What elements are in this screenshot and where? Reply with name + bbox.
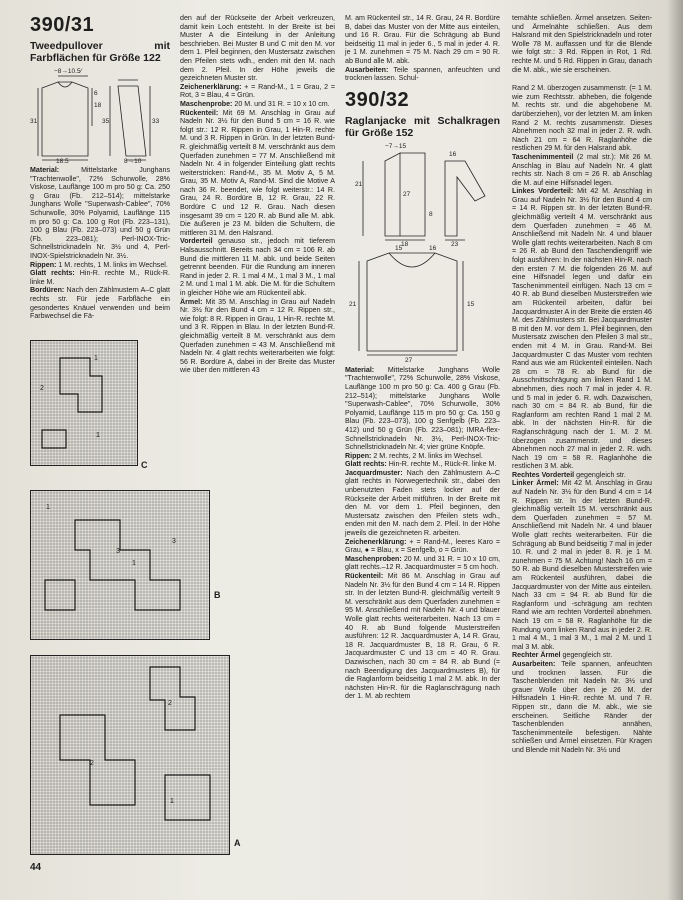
page-number: 44 — [30, 862, 42, 873]
jacket-label-sleeve-top: 15 — [395, 244, 403, 252]
col3-top-0: M. am Rückenteil str., 14 R. Grau, 24 R. Bordüre B, dabei das Muster von der Mitte aus einteilen, und 16 R. Grau. Für die Schrägung ab Bund beidseitig 11 mal in jeder 6., 5 mal in jeder 4. R. je 1 M. zunehmen = 75 M. Nach 29 cm = 90 R. ab Bund alle M. abk. — [345, 14, 500, 65]
col3-top-1: Ausarbeiten: Teile spannen, anfeuchten und trocknen lassen. Schul- — [345, 65, 500, 83]
col4-para-0: temähte schließen. Ärmel ansetzen. Seiten- und Ärmelnähte schließen. Aus dem Halsrand mit den Spielstricknadeln und roter Wolle 78 M. auffassen und für die Blende wie folgt str.: 3 Rd. Rippen in Rot, 1 Rd. rechte M. und 5 Rd. Rippen in Grau, danach die M. abk., wie sie erscheinen. — [512, 14, 652, 74]
page-fold-shadow — [667, 0, 683, 900]
schematic-label-sleeve-bottom: 8→10 — [124, 158, 142, 165]
schematic-label-height: 31 — [30, 118, 38, 125]
col3-para-6: Rückenteil: Mit 86 M. Anschlag in Grau auf Nadeln Nr. 3½ für den Bund 4 cm = 14 R. Rippen str. In der letzten Bund-R. gleichmäßig verteilt 9 M. verschränkt aus dem Querfaden zunehmen = 95 M. Anschließend mit Nadeln Nr. 4 und blauer Wolle glatt rechts weiterarbeiten. Nach 13 cm = 40 R. ab Bund folgende Musterstreifen ausführen: 12 R. Jacquardmuster A, 14 R. Grau, 18 R. Jacquardmuster B, 18 R. Grau, 6 R. Jacquardmuster C und 13 cm = 40 R. Grau. Dazwischen, nach 30 cm = 84 R. ab Bund (= nach Beendigung des Jacquardmusters B), für die Raglanform beidseitig 1 mal 2 M. abk. In der nächsten Hin-R. für die Raglanschrägung nach der 1. M. ab rechtem — [345, 572, 500, 701]
col4-para-6: Rechter Ärmel gegengleich str. — [512, 651, 613, 660]
material-text — [30, 166, 170, 321]
chart-a-digit-3: 1 — [170, 798, 174, 805]
chart-c-grid — [30, 340, 138, 466]
col3-para-5: Maschenproben: 20 M. und 31 R. = 10 x 10 cm, glatt rechts.–12 R. Jacquardmuster = 5 cm hoch. — [345, 554, 500, 572]
article-title: Tweedpullover mit Farbflächen für Größe 122 — [30, 40, 170, 64]
col4-para-7: Ausarbeiten: Teile spannen, anfeuchten und trocknen lassen. Für die Taschenblenden mit Nadeln Nr. 3½ und grauer Wolle über den je 26 M. der Hilfsnadeln 1 Hin-R. rechte M. und 7 R. Rippen str., dann die M. abk., wie sie erscheinen. Seitliche Ränder der Taschenblenden annähen, Taschenimmenteile befestigen. Nähte schließen und Ärmel einsetzen. Für Kragen und Blende mit Nadeln Nr. 3½ und — [512, 659, 652, 754]
chart-c-digit-1: 1 — [94, 355, 98, 362]
jacket-label-top-right: 16 — [449, 150, 457, 158]
pullover-schematic-svg — [30, 66, 170, 166]
text-rippen: Rippen: 1 M. rechts, 1 M. links im Wechsel. — [30, 260, 168, 269]
chart-a-label: A — [234, 838, 241, 848]
col4-para-5: Linker Ärmel: Mit 42 M. Anschlag in Grau auf Nadeln Nr. 3½ für den Bund 4 cm = 14 R. Rippen str. In der letzten Bund-R. gleichmäßig verteilt 15 M. verschränkt aus dem Querfaden zunehmen = 57 M. Anschließend mit Nadeln Nr. 4 und blauer Wolle glatt rechts weiterarbeiten. Für die Schrägung ab Bund beidseitig 7 mal in jeder 10. R. und 2 mal in jeder 8. R. je 1 M. zunehmen = 75 M. Achtung! Nach 16 cm = 50 R. ab Bund dieselben Musterstreifen wie am Rückenteil ausführen, dabei die Jacquardmuster von der Mitte aus einteilen. Nach 33 cm = 94 R. ab Bund für die Raglanform und -schrägung am rechten Rand wie am rechten Vorderteil abnehmen. Nach 19 cm = 58 R. Raglanhöhe für die Rundung vom linken Rand aus in jeder 2. R. 1 mal 4 M., 1 mal 3 M., 1 mal 2 M. und 1 mal 3 M. abk. — [512, 479, 652, 651]
jacket-label-height-right: 8 — [429, 210, 433, 218]
col2-para-2: Maschenprobe: 20 M. und 31 R. = 10 x 10 cm. — [180, 99, 330, 108]
column-3 — [345, 14, 500, 701]
col3-para-0: Material: Mittelstarke Junghans Wolle "Trachtenwolle", 72% Schurwolle, 28% Viskose, Lauflänge 100 m pro 50 g: Ca. 400 g Grau (Fb. 212–514); mittelstarke Junghans Wolle "Superwash-Cablee", 70% Schurwolle, 30% Polyamid, Lauflänge 115 m pro 50 g: Ca. 150 g Blau (Fb. 223–073), 100 g Senfgelb (Fb. 223–412) und 50 g Grün (Fb. 223–081); IMRA-flex-Schnellstricknadeln Nr. 3½, Perl-INOX-Tric-Schnellstricknadeln Nr. 4; vier grüne Knöpfe. — [345, 365, 500, 452]
col4-para-3: Linkes Vorderteil: Mit 42 M. Anschlag in Grau auf Nadeln Nr. 3½ für den Bund 4 cm = 14 R. Rippen str. In der letzten Bund-R. gleichmäßig verteilt 4 M. verschränkt aus dem Querfaden zunehmen = 46 M. Anschließend mit Nadeln Nr. 4 und blauer Wolle glatt rechts weiterarbeiten. Nach 8 cm = 26 R. ab Bund den Taschendiengriff wie folgt ausführen: In der nächsten Hin-R. nach den ersten 7 M. die folgenden 26 M. auf eine Hilfsnadel legen und dafür ein Taschenimmenteil einfügen. Nach 13 cm = 40 R. ab Bund dieselben Musterstreifen wie am Rückenteil arbeiten, dafür bei Jacquardmuster A in der Breite die ersten 46 M. des Zählmusters str. Bei Jacquardmuster B mit den M. vor dem 1. Pfeil beginnen, den Mustersatz zwischen den Pfeilen 3 mal str., enden mit 4 M. in Grau. Rand-M. Bei Jacquardmuster C das Muster vom rechten Rand aus wie am Rückenteil einteilen. Nach 28 cm = 78 R. ab Bund für die Ausschnittschrägung am linken Rand 1 M. abnehmen, dies noch 7 mal in jeder 4. R. und 5 mal in jeder 6. R. wdh. Dazwischen, nach 30 cm = 84 R. ab Bund, für die Raglanform am rechten Rand 1 mal 2 M. abk. In der nächsten Hin-R. für die Raglanschrägung nach der 1. M. 2 M. überzogen zusammenstr. und dieses Abnehmen noch 27 mal in jeder 2. R. wdh. Nach 19 cm = 58 R. Raglanhöhe die restlichen 3 M. abk. — [512, 187, 652, 471]
column-1 — [30, 14, 170, 321]
chart-b-digit-2: 1 — [132, 560, 136, 567]
jacket-label-height-left: 21 — [355, 180, 363, 188]
col2-para-5: Ärmel: Mit 35 M. Anschlag in Grau auf Nadeln Nr. 3½ für den Bund 4 cm = 12 R. Rippen str., wie folgt: 8 R. Rippen in Grau, 1 Hin-R. rechte M. und 3 R. Rippen in Blau. In der letzten Bund-R. gleichmäßig verteilt 8 M. verschränkt aus dem Querfaden zunehmen = 43 M. Anschließend mit Nadeln Nr. 4 glatt rechts weiterarbeiten wie folgt: 56 R. Bordüre A, dabei in der Breite das Muster wie über den mittleren 43 — [180, 297, 335, 375]
chart-b-digit-4: 3 — [172, 538, 176, 545]
schematic-label-sleeve: 35 — [102, 118, 110, 125]
col2-para-3: Rückenteil: Mit 69 M. Anschlag in Grau auf Nadeln Nr. 3½ für den Bund 5 cm = 16 R. wie folgt str.: 12 R. Rippen in Grau, 1 Hin-R. rechte M. und 3 R. Rippen in Grün. In der letzten Bund-R. gleichmäßig verteilt 8 M. verschränkt aus dem Querfaden zunehmen = 77 M. Anschließend mit Nadeln Nr. 4 in folgender Einteilung glatt rechts weiterstricken: Rand-M., 35 M. Motiv A, 5 M. Grau, 35 M. Motiv A, Rand-M. Sind die Motive A nach 36 R. beendet, wie folgt weiterstr.: 14 R. Grau, 24 R. Bordüre B, 12 R. Grau, 22 R. Bordüre C und 12 R. Grau. Nach diesen insgesamt 39 cm = 120 R. ab Bund alle M. abk. Die äußeren je 23 M. bilden die Schultern, die mittleren 31 M. den Halsrand. — [180, 108, 335, 237]
schematic-label-sleeve-inner: 33 — [152, 118, 160, 125]
chart-b-label: B — [214, 590, 221, 600]
jacket-label-sleeve-width: 16 — [429, 244, 437, 252]
col2-para-0: den auf der Rückseite der Arbeit verkreuzen, damit kein Loch entsteht. In der Breite ist bei Muster A die Einteilung in der Anleitung beschrieben. Bei Muster B und C mit den M. vor dem 1. Pfeil beginnen, den Mustersatz zwischen den Pfeilen stets wdh., enden mit den M. nach dem 2. Pfeil. In der Höhe jeweils die gezeichneten Muster str. — [180, 14, 335, 83]
jacket-label-top-left: −7→15 — [385, 142, 407, 150]
chart-b-digit-3: 3 — [116, 548, 120, 555]
chart-c — [30, 340, 138, 466]
chart-a — [30, 655, 230, 855]
article-title-2: Raglanjacke mit Schalkragen für Größe 152 — [345, 114, 500, 139]
schematic-label-armhole: 6 — [94, 90, 98, 97]
chart-b-grid — [30, 490, 210, 640]
chart-c-label: C — [141, 460, 148, 470]
chart-c-digit-2: 2 — [40, 385, 44, 392]
chart-c-digit-3: 1 — [96, 432, 100, 439]
jacket-label-sleeve-mid: 27 — [405, 356, 413, 364]
col2-para-1: Zeichenerklärung: + = Rand-M., 1 = Grau, 2 = Rot, 3 = Blau, 4 = Grün. — [180, 82, 335, 100]
jacket-schematic — [345, 141, 500, 366]
jacket-label-sleeve-side: 21 — [349, 300, 357, 308]
col3-para-1: Rippen: 2 M. rechts, 2 M. links im Wechsel. — [345, 451, 483, 460]
column-4 — [512, 14, 652, 754]
col3-para-2: Glatt rechts: Hin-R. rechte M., Rück-R. linke M. — [345, 460, 497, 469]
text-borduren: Bordüren: Nach den Zählmustern A–C glatt rechts str. Für jede Farbfläche ein gesondertes Knäuel verwenden und beim Farbwechsel die Fä- — [30, 286, 170, 321]
col4-para-4: Rechtes Vorderteil gegengleich str. — [512, 470, 626, 479]
jacket-label-bottom-right: 23 — [451, 240, 459, 248]
schematic-label-top: −8→10.5⁄ — [54, 68, 82, 75]
col4-para-2: Taschenimmenteil (2 mal str.): Mit 26 M. Anschlag in Blau auf Nadeln Nr. 4 glatt rechts str. Nach 8 cm = 26 R. ab Anschlag die M. auf eine Hilfsnadel legen. — [512, 152, 652, 187]
chart-a-grid — [30, 655, 230, 855]
schematic-label-mid: 18 — [94, 102, 102, 109]
jacket-label-bottom-left: 18 — [401, 240, 409, 248]
chart-b-digit-1: 1 — [46, 504, 50, 511]
schematic-label-bottom: 18.5 — [56, 158, 69, 165]
col2-para-4: Vorderteil genauso str., jedoch mit tieferem Halsausschnitt. Bereits nach 34 cm = 106 R. ab Bund die mittleren 11 M. abk. und beide Seiten getrennt beenden. Für die Rundung am inneren Rand in jeder 2. R. 1 mal 4 M., 1 mal 3 M., 1 mal 2 M. und 1 mal 1 M. abk. Die M. für die Schultern in gleicher Höhe wie am Rückenteil abk. — [180, 237, 335, 297]
article-number-2: 390/32 — [345, 88, 410, 111]
chart-b — [30, 490, 210, 640]
col4-para-1: Rand 2 M. überzogen zusammenstr. (= 1 M. wie zum Rechtsstr. abheben, die folgende M. rechts str. und die abgehobene M. darüberziehen), vor der letzten M. am linken Rand 2 M. rechts zusammenstr. Dieses Abnehmen noch 32 mal in jeder 2. R. wdh. Nach 21 cm = 64 R. Raglanhöhe die restlichen 29 M. für den Halsrand abk. — [512, 84, 652, 153]
article-number: 390/31 — [30, 14, 95, 36]
column-2 — [180, 14, 335, 375]
text-glatt-rechts: Glatt rechts: Hin-R. rechte M., Rück-R. linke M. — [30, 269, 170, 286]
jacket-label-sleeve-bottom: 15 — [467, 300, 475, 308]
col3-para-3: Jacquardmuster: Nach den Zählmustern A–C glatt rechts in Norwegertechnik str., dabei den unbenutzten Faden stets locker auf der Rückseite der Arbeit mitführen. In der Breite mit den M. vor dem 1. Pfeil beginnen, den Mustersatz zwischen den Pfeilen stets wdh., enden mit den M. nach dem 2. Pfeil. In der Höhe jeweils die gezeichneten R. arbeiten. — [345, 468, 500, 538]
chart-a-digit-2: 2 — [90, 760, 94, 767]
text-material: Material: Mittelstarke Junghans "Trachtenwolle", 72% Schurwolle, 28% Viskose, Lauflänge 100 m pro 50 g: Ca. 250 g Grau (Fb. 212–514); mittelstarke Junghans Wolle "Superwash-Cablee", 70% Schurwolle, 30% Polyamid, Lauflänge 115 m pro 50 g: Ca. 100 g Rot (Fb. 223–131), 100 g Blau (Fb. 223–073) und 50 g Grün (Fb. 223–081); Perl-INOX-Tric-Schnellstricknadeln Nr. 3½ und 4, Perl-INOX-Spielstricknadeln Nr. 3½. — [30, 166, 170, 260]
jacket-label-height-mid: 27 — [403, 190, 411, 198]
col3-para-4: Zeichenerklärung: + = Rand-M., leeres Karo = Grau, ● = Blau, x = Senfgelb, o = Grün. — [345, 537, 500, 555]
chart-a-digit-1: 2 — [168, 700, 172, 707]
jacket-schematic-svg — [345, 141, 500, 366]
pullover-schematic — [30, 66, 170, 166]
